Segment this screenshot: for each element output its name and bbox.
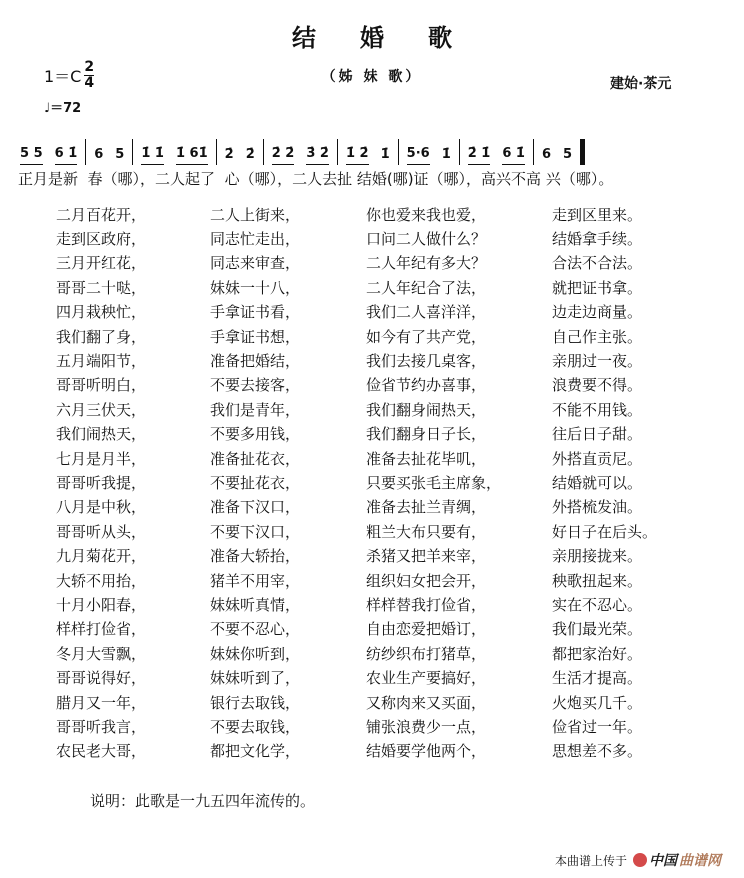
verse-row: [56, 592, 716, 616]
verse-row: [56, 617, 716, 641]
verse-line: 同志来审查，: [210, 254, 301, 273]
note-group: 5: [563, 147, 573, 162]
verse-line: 农民老大哥，: [56, 742, 147, 761]
measure: [399, 139, 460, 165]
verse-line: 结婚要学他两个，: [366, 742, 487, 761]
verse-line: 合法不合法。: [552, 254, 643, 273]
note-group: 6 1̇: [55, 146, 78, 165]
verse-row: [56, 275, 716, 299]
verse-line: 俭省过一年。: [552, 717, 643, 736]
verse-row: [56, 324, 716, 348]
measure: [460, 139, 534, 165]
verse-line: 如今有了共产党，: [366, 327, 487, 346]
verse-row: [56, 714, 716, 738]
footer: [555, 850, 721, 870]
verse-line: 二月百花开，: [56, 205, 147, 224]
note-group: 2̇: [224, 147, 234, 162]
verse-line: 都把家治好。: [552, 644, 643, 663]
measure: [534, 139, 585, 165]
verse-line: 粗兰大布只要有，: [366, 522, 487, 541]
verse-line: 准备把婚结，: [210, 352, 301, 371]
verse-line: 秧歌扭起来。: [552, 571, 643, 590]
verse-row: [56, 251, 716, 275]
verse-line: 八月是中秋，: [56, 498, 147, 517]
verse-line: 二人年纪合了法，: [366, 278, 487, 297]
verse-line: 好日子在后头。: [552, 522, 658, 541]
verse-line: 妹妹一十八，: [210, 278, 301, 297]
verse-line: 十月小阳春，: [56, 595, 147, 614]
verse-line: 只要买张毛主席象，: [366, 473, 502, 492]
verse-line: 妹妹听到了，: [210, 669, 301, 688]
verse-line: 二人上街来，: [210, 205, 301, 224]
verse-line: 哥哥听我提，: [56, 473, 147, 492]
verse-line: 我们去接几桌客，: [366, 352, 487, 371]
verse-line: 我们翻身日子长，: [366, 425, 487, 444]
verse-line: 就把证书拿。: [552, 278, 643, 297]
verse-line: 妹妹你听到，: [210, 644, 301, 663]
note-group: 5: [115, 147, 125, 162]
verse-row: [56, 422, 716, 446]
verse-line: 不要不忍心，: [210, 620, 301, 639]
note-group: 1̇ 1̇: [141, 146, 164, 165]
verses-table: [56, 202, 716, 763]
verse-line: 手拿证书想，: [210, 327, 301, 346]
upload-text: 本曲谱上传于: [555, 853, 628, 868]
verse-line: 我们二人喜洋洋，: [366, 303, 487, 322]
logo-text-b: 曲谱网: [679, 853, 722, 869]
verse-row: [56, 495, 716, 519]
verse-line: 生活才提高。: [552, 669, 643, 688]
verse-row: [56, 446, 716, 470]
note-group: 5 5: [20, 146, 43, 165]
note-group: 2̇: [245, 147, 255, 162]
verse-line: 冬月大雪飘，: [56, 644, 147, 663]
verse-row: [56, 690, 716, 714]
verse-line: 准备大轿抬，: [210, 547, 301, 566]
verse-row: [56, 202, 716, 226]
verse-row: [56, 397, 716, 421]
verse-line: 自由恋爱把婚订，: [366, 620, 487, 639]
measure: [217, 139, 264, 165]
note-group: 1̇ 61̇: [176, 146, 208, 165]
verse-line: 又称肉来又买面，: [366, 693, 487, 712]
verse-row: [56, 641, 716, 665]
verse-line: 边走边商量。: [552, 303, 643, 322]
verse-line: 七月是月半，: [56, 449, 147, 468]
verse-line: 思想差不多。: [552, 742, 643, 761]
verse-line: 俭省节约办喜事，: [366, 376, 487, 395]
note-group: 3̇ 2̇: [306, 146, 329, 165]
note-group: 1̇ 2̇: [346, 146, 369, 165]
verse-line: 不要扯花衣，: [210, 473, 301, 492]
verse-line: 不能不用钱。: [552, 400, 643, 419]
note-group: 2̇ 2̇: [272, 146, 295, 165]
note-group: 6: [541, 147, 552, 162]
note-group: 5·6: [407, 146, 430, 165]
verse-line: 样样打俭省，: [56, 620, 147, 639]
verse-line: 哥哥说得好，: [56, 669, 147, 688]
verse-row: [56, 300, 716, 324]
time-top: 2: [84, 59, 95, 75]
verse-row: [56, 373, 716, 397]
note-group: 1̇: [380, 147, 390, 162]
verse-line: 不要下汉口，: [210, 522, 301, 541]
tempo-marking: ♩＝72: [44, 101, 82, 116]
verse-line: 外搭直贡尼。: [552, 449, 643, 468]
verse-row: [56, 470, 716, 494]
verse-line: 三月开红花，: [56, 254, 147, 273]
verse-line: 哥哥二十哒，: [56, 278, 147, 297]
verse-line: 我们翻了身，: [56, 327, 147, 346]
verse-line: 我们是青年，: [210, 400, 301, 419]
verse-line: 铺张浪费少一点，: [366, 717, 487, 736]
verse-line: 我们翻身闹热天，: [366, 400, 487, 419]
origin: 建始·茶元: [610, 76, 672, 92]
verse-line: 大轿不用抬，: [56, 571, 147, 590]
verse-line: 银行去取钱，: [210, 693, 301, 712]
verse-line: 准备扯花衣，: [210, 449, 301, 468]
verse-line: 火炮买几千。: [552, 693, 643, 712]
verse-line: 组织妇女把会开，: [366, 571, 487, 590]
verse-line: 哥哥听明白，: [56, 376, 147, 395]
verse-line: 样样替我打俭省，: [366, 595, 487, 614]
verse-line: 四月栽秧忙，: [56, 303, 147, 322]
time-bottom: 4: [84, 75, 95, 91]
verse-row: [56, 739, 716, 763]
verse-line: 走到区政府，: [56, 230, 147, 249]
verse-line: 六月三伏天，: [56, 400, 147, 419]
verse-line: 纺纱织布打猪草，: [366, 644, 487, 663]
verse-line: 杀猪又把羊来宰，: [366, 547, 487, 566]
subtitle: （姊 妹 歌）: [321, 69, 423, 85]
verse-line: 我们最光荣。: [552, 620, 643, 639]
jianpu-notation: [18, 135, 734, 165]
verse-line: 我们闹热天，: [56, 425, 147, 444]
verse-line: 自己作主张。: [552, 327, 643, 346]
verse-line: 都把文化学，: [210, 742, 301, 761]
measure: [133, 139, 216, 165]
verse-line: 结婚拿手续。: [552, 230, 643, 249]
logo-text-a: 中国: [649, 853, 678, 869]
verse-line: 准备下汉口，: [210, 498, 301, 517]
notation-lyrics: 正月是新 春（哪），二人起了 心（哪），二人去扯 结婚(哪)证（哪），高兴不高 兴（哪）。: [18, 170, 614, 188]
verse-row: [56, 348, 716, 372]
note-group: 2̇ 1̇: [468, 146, 491, 165]
verse-line: 不要去取钱，: [210, 717, 301, 736]
verse-line: 你也爱来我也爱，: [366, 205, 487, 224]
verse-line: 哥哥听从头，: [56, 522, 147, 541]
logo-mark-icon: [633, 853, 647, 867]
verse-row: [56, 665, 716, 689]
note-group: 6: [94, 147, 104, 162]
song-title: 结婚歌: [292, 24, 496, 52]
verse-line: 不要去接客，: [210, 376, 301, 395]
verse-line: 农业生产要搞好，: [366, 669, 487, 688]
verse-line: 亲朋过一夜。: [552, 352, 643, 371]
verse-line: 妹妹听真情，: [210, 595, 301, 614]
verse-line: 走到区里来。: [552, 205, 643, 224]
verse-line: 口问二人做什么？: [366, 230, 487, 249]
verse-line: 准备去扯花毕叽，: [366, 449, 487, 468]
verse-line: 实在不忍心。: [552, 595, 643, 614]
measure: [338, 139, 399, 165]
measure: [18, 139, 86, 165]
verse-line: 不要多用钱，: [210, 425, 301, 444]
verse-line: 浪费要不得。: [552, 376, 643, 395]
verse-line: 结婚就可以。: [552, 473, 643, 492]
explanation-note: 说明：此歌是一九五四年流传的。: [90, 792, 316, 810]
verse-row: [56, 568, 716, 592]
verse-line: 五月端阳节，: [56, 352, 147, 371]
verse-row: [56, 519, 716, 543]
note-group: 6 1̇: [502, 146, 525, 165]
key-label: 1＝C: [44, 67, 82, 86]
measure: [264, 139, 338, 165]
site-logo[interactable]: [633, 850, 721, 870]
verse-line: 准备去扯兰青绸，: [366, 498, 487, 517]
verse-line: 二人年纪有多大？: [366, 254, 487, 273]
verse-line: 外搭梳发油。: [552, 498, 643, 517]
verse-line: 九月菊花开，: [56, 547, 147, 566]
verse-line: 手拿证书看，: [210, 303, 301, 322]
verse-line: 哥哥听我言，: [56, 717, 147, 736]
verse-row: [56, 226, 716, 250]
verse-line: 同志忙走出，: [210, 230, 301, 249]
note-group: 1̇: [441, 147, 451, 162]
verse-line: 往后日子甜。: [552, 425, 643, 444]
verse-line: 猪羊不用宰，: [210, 571, 301, 590]
verse-line: 亲朋接拢来。: [552, 547, 643, 566]
verse-row: [56, 543, 716, 567]
measure: [86, 139, 133, 165]
verse-line: 腊月又一年，: [56, 693, 147, 712]
